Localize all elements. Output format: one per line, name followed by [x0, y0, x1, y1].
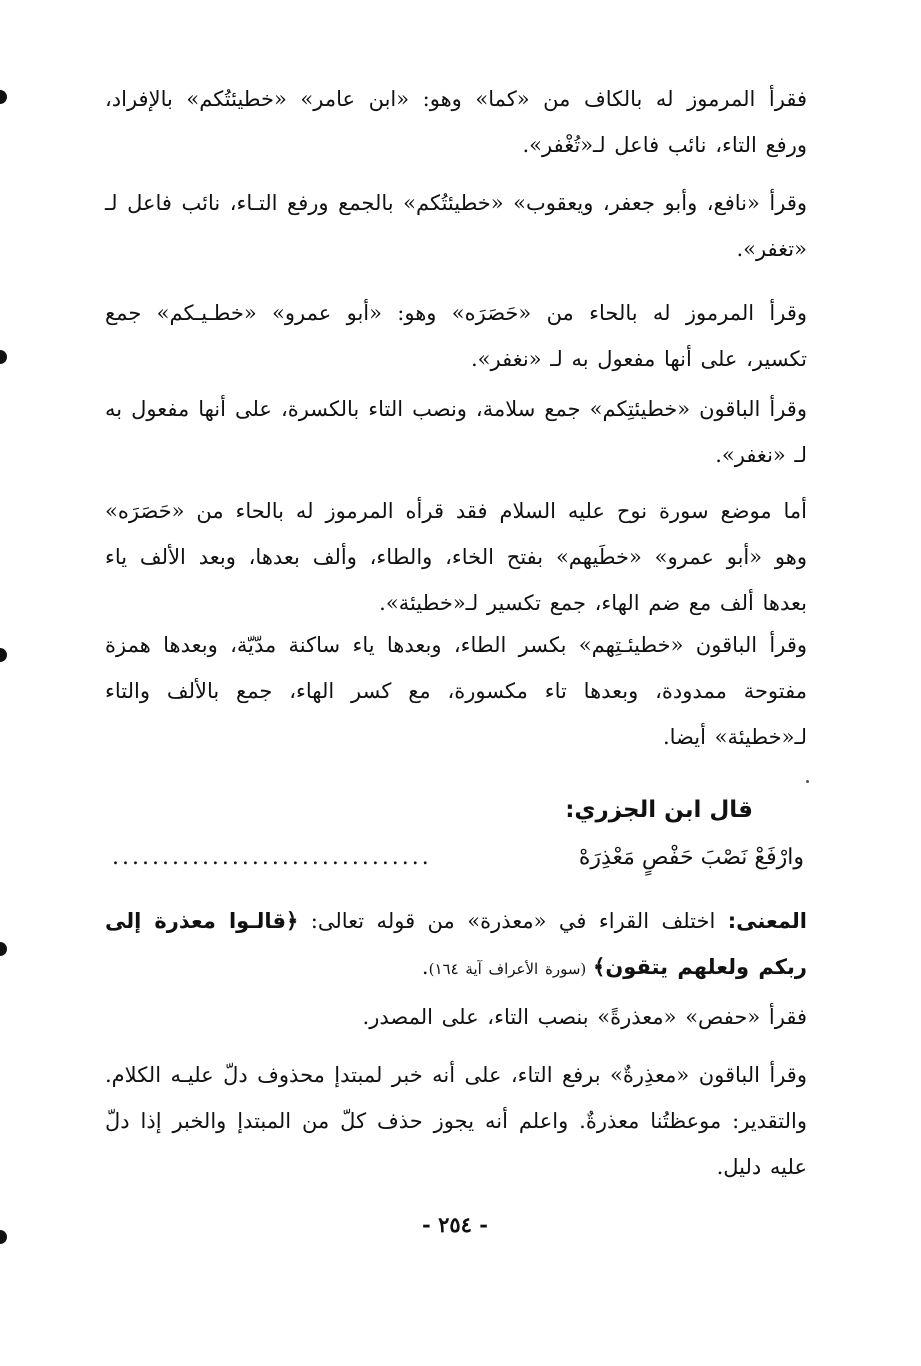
stray-mark — [806, 780, 809, 783]
paragraph-final: وقرأ الباقون «معذِرةٌ» برفع التاء، على أنه خبر لمبتدإ محذوف دلّ عليـه الكلام. والتقدير: موعظتُنا معذرةٌ. واعلم أنه يجوز حذف كلّ من المبتدإ والخبر إذا دلّ عليه دليل. — [105, 1063, 807, 1179]
verse-line — [112, 838, 804, 878]
meaning-paragraph — [105, 898, 807, 992]
margin-mark — [0, 1230, 7, 1244]
paragraph-hafs-reading: فقرأ «حفص» «معذرةً» بنصب التاء، على المصدر. — [362, 1005, 807, 1029]
surah-reference: (سورة الأعراف آية ١٦٤) — [428, 960, 594, 978]
verse-dots: ................................ — [112, 845, 432, 870]
paragraph-nafi-reading: وقرأ «نافع، وأبو جعفر، ويعقوب» «خطيئتُكم» بالجمع ورفع التـاء، نائب فاعل لـ «تغفر». — [105, 191, 807, 261]
section-heading: قال ابن الجزري: — [565, 797, 753, 823]
margin-mark — [0, 648, 7, 662]
margin-mark — [0, 90, 7, 104]
margin-mark — [0, 350, 7, 364]
paragraph-haa-reading: وقرأ المرموز له بالحاء من «حَصَرَه» وهو: «أبو عمرو» «خطـيـكم» جمع تكسير، على أنها مفعول به لـ «نغفر». — [105, 301, 807, 371]
quran-quote: ﴿قالـوا معذرة إلى ربكم ولعلهم يتقون﴾ — [105, 909, 807, 979]
paragraph-others-nuh: وقرأ الباقون «خطيئـتِهم» بكسر الطاء، وبعدها ياء ساكنة مدّيّة، وبعدها همزة مفتوحة ممدودة، وبعدها تاء مكسورة، مع كسر الهاء، جمع بالألف والتاء لـ«خطيئة» أيضا. — [105, 633, 807, 749]
meaning-end: . — [421, 955, 429, 979]
margin-mark — [0, 942, 7, 956]
paragraph-kaf-reading: فقرأ المرموز له بالكاف من «كما» وهو: «ابن عامر» «خطيئتُكم» بالإفراد، ورفع التاء، نائب فاعل لـ«تُغْفر». — [105, 87, 807, 157]
page-number: - ٢٥٤ - — [422, 1212, 488, 1237]
paragraph-surat-nuh: أما موضع سورة نوح عليه السلام فقد قرأه المرموز له بالحاء من «حَصَرَه» وهو «أبو عمرو» «خطَيهم» بفتح الخاء، والطاء، وألف بعدها، وبعد الألف ياء بعدها ألف مع ضم الهاء، جمع تكسير لـ«خطيئة». — [105, 499, 807, 615]
paragraph-others-reading: وقرأ الباقون «خطيئتِكم» جمع سلامة، ونصب التاء بالكسرة، على أنها مفعول به لـ «نغفر». — [105, 397, 807, 467]
verse-text: وارْفَعْ نَصْبَ حَفْصٍ مَعْذِرَهْ — [578, 845, 804, 870]
meaning-intro: اختلف القراء في «معذرة» من قوله تعالى: — [298, 909, 728, 933]
meaning-label: المعنى: — [727, 909, 807, 933]
